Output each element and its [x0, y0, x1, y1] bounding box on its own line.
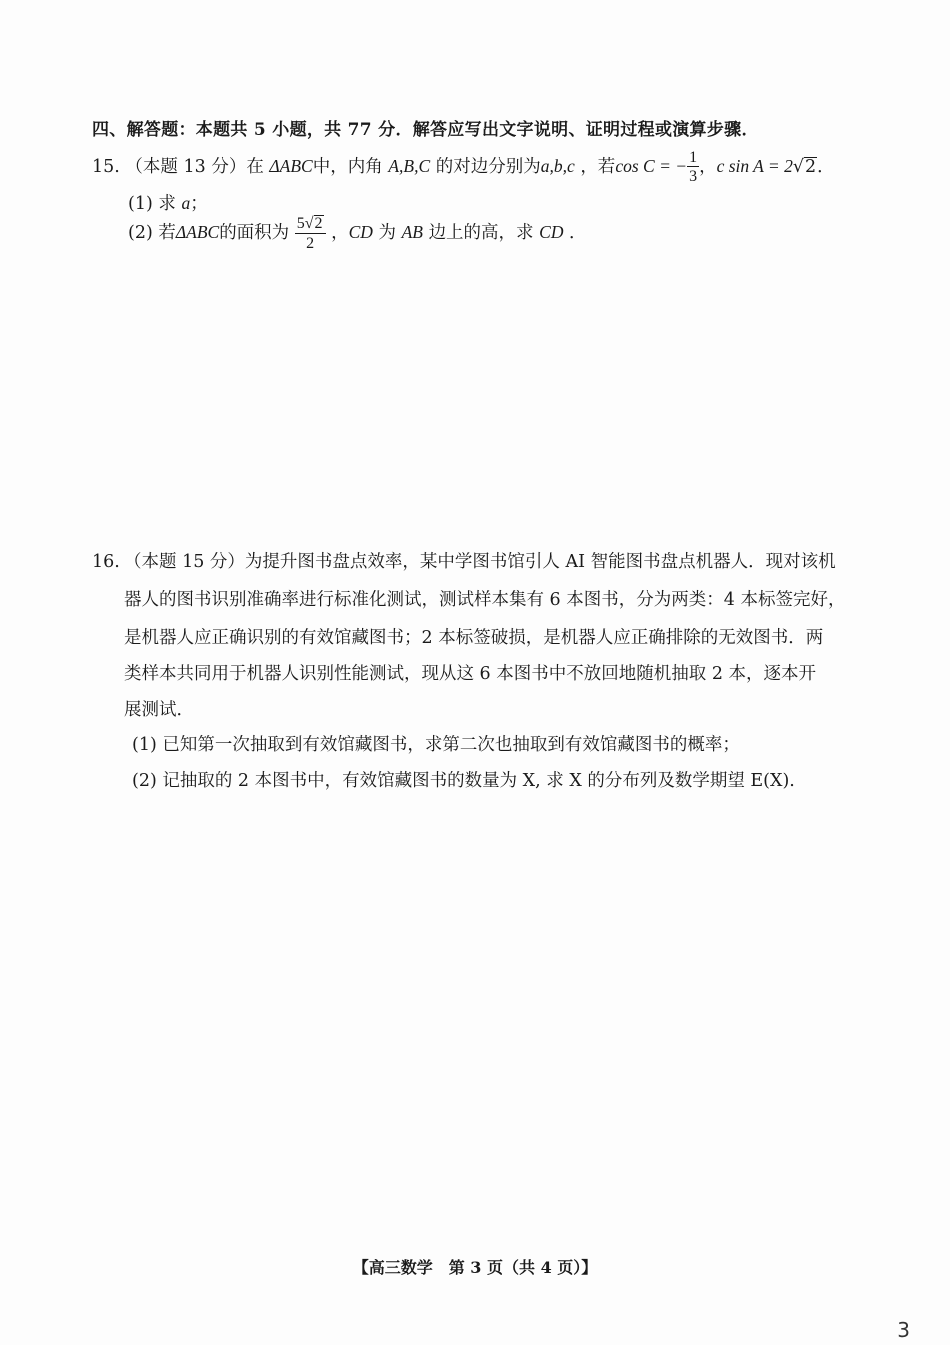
question-16-number: 16.	[92, 552, 120, 572]
q15-sides: a,b,c	[540, 156, 575, 176]
q15-text-a: 中，内角	[312, 157, 383, 177]
q15-angles: A,B,C	[388, 156, 431, 176]
q15-p1-end: ；	[190, 194, 208, 214]
sqrt-sign: √	[792, 157, 805, 177]
q15-p2-label: (2) 若	[128, 222, 176, 243]
q15-area-fraction	[295, 215, 326, 252]
question-15-part2: (2) 若ΔABC的面积为 $\frac{5√2}{2}$ ，CD 为 AB 边上的高，求 CD ．	[128, 215, 587, 252]
q15-cos-num: 1	[689, 149, 698, 166]
q15-csin: c sin A = 2	[716, 156, 793, 176]
q15-p1-var: a	[181, 193, 191, 213]
q15-p2-triangle: ΔABC	[175, 221, 220, 242]
question-15-stem	[92, 150, 835, 185]
question-16-line-4: 类样本共同用于机器人识别性能测试，现从这 6 本图书中不放回地随机抽取 2 本，逐本开	[124, 664, 817, 684]
page-number: 3	[897, 1318, 910, 1342]
q15-ab: AB	[401, 221, 423, 242]
q15-p1-label: (1) 求	[128, 194, 176, 214]
q15-area-coef: 5	[296, 215, 305, 232]
q15-root: 2	[805, 157, 817, 177]
q15-p2-mid2: 边上的高，求	[428, 222, 534, 243]
q15-cd: CD	[348, 221, 373, 242]
question-16-line-3: 是机器人应正确识别的有效馆藏图书；2 本标签破损，是机器人应正确排除的无效图书．两	[124, 628, 824, 648]
page-footer: 【高三数学 第 3 页（共 4 页）】	[352, 1258, 598, 1277]
q15-end: ．	[817, 157, 835, 177]
q15-score: （本题 13 分）在	[125, 157, 264, 177]
q15-cos-lhs: cos C = −	[615, 156, 688, 176]
question-16-part2: (2) 记抽取的 2 本图书中，有效馆藏图书的数量为 X, 求 X 的分布列及数学期望 E(X).	[132, 771, 795, 791]
q15-cos-fraction	[687, 150, 699, 185]
q15-triangle: ΔABC	[269, 156, 313, 176]
question-15-number: 15.	[92, 157, 120, 177]
q15-p2-end: ．	[569, 222, 587, 243]
q15-cd2: CD	[539, 221, 564, 242]
section-heading: 四、解答题：本题共 5 小题，共 77 分．解答应写出文字说明、证明过程或演算步骤．	[92, 120, 759, 140]
question-16-line-2: 器人的图书识别准确率进行标准化测试，测试样本集有 6 本图书，分为两类：4 本标签完好，	[124, 590, 846, 610]
question-15-part1	[128, 190, 208, 215]
question-16-line-1: （本题 15 分）为提升图书盘点效率，某中学图书馆引人 AI 智能图书盘点机器人．现对该机	[124, 552, 836, 572]
q15-cos-den: 3	[689, 168, 698, 185]
sqrt-sign: √	[304, 215, 314, 232]
q15-p2-mid: 为	[378, 222, 397, 243]
question-16-part1: (1) 已知第一次抽取到有效馆藏图书，求第二次也抽取到有效馆藏图书的概率；	[132, 735, 740, 755]
question-16-line-5: 展测试．	[124, 700, 194, 720]
q15-sep: ，	[699, 157, 717, 177]
q15-text-b: 的对边分别为	[435, 157, 541, 177]
q15-area-den: 2	[295, 233, 326, 252]
q15-area-root: 2	[314, 215, 323, 232]
q15-text-c: ，若	[580, 157, 616, 177]
q15-p2-text: 的面积为	[219, 222, 290, 243]
q15-area-num	[295, 215, 326, 233]
